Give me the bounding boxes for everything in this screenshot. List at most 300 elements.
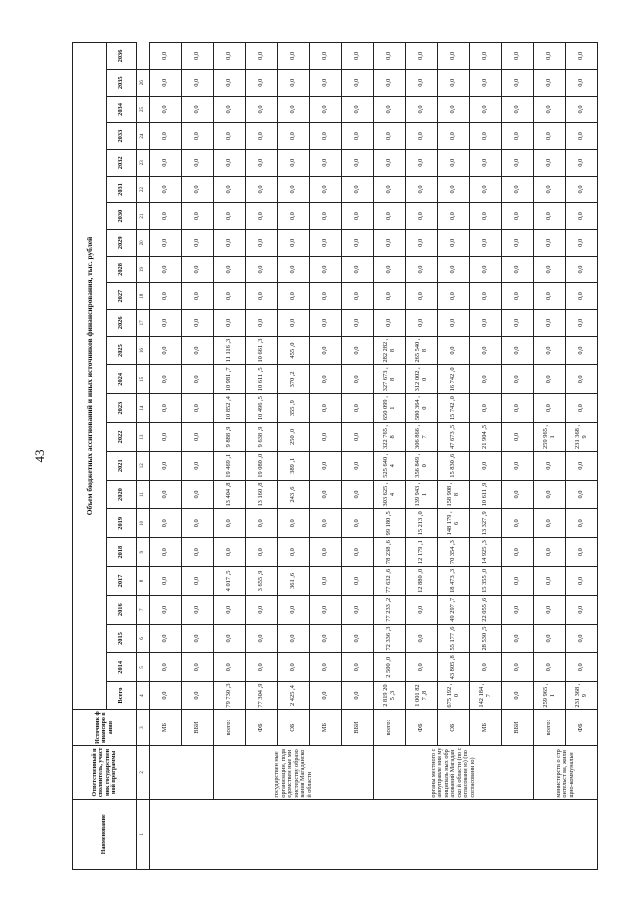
- source-cell: ФБ: [566, 709, 598, 745]
- value-cell: 0,0: [342, 682, 374, 710]
- value-cell: 0,0: [150, 394, 182, 423]
- value-cell: 0,0: [214, 229, 246, 256]
- value-cell: 0,0: [502, 43, 534, 70]
- value-cell: 0,0: [566, 256, 598, 283]
- value-cell: 0,0: [278, 256, 310, 283]
- funding-table: [72, 42, 598, 870]
- value-cell: 0,0: [214, 203, 246, 230]
- column-number: 24: [137, 123, 150, 150]
- value-cell: 0,0: [278, 123, 310, 150]
- value-cell: 0,0: [182, 256, 214, 283]
- value-cell: 0,0: [278, 203, 310, 230]
- value-cell: 0,0: [534, 394, 566, 423]
- value-cell: 47 673 ,5: [438, 423, 470, 452]
- value-cell: 0,0: [342, 538, 374, 567]
- header-year: 2027: [107, 283, 137, 310]
- value-cell: 0,0: [310, 624, 342, 653]
- column-number: 13: [137, 423, 150, 452]
- value-cell: 14 925 ,3: [470, 538, 502, 567]
- value-cell: 0,0: [374, 176, 406, 203]
- source-cell: МБ: [470, 709, 502, 745]
- value-cell: 0,0: [214, 43, 246, 70]
- value-cell: 79 730 ,3: [214, 682, 246, 710]
- value-cell: 0,0: [470, 69, 502, 96]
- value-cell: 0,0: [182, 394, 214, 423]
- source-cell: МБ: [310, 709, 342, 745]
- value-cell: 0,0: [342, 69, 374, 96]
- value-cell: 0,0: [150, 538, 182, 567]
- value-cell: 0,0: [502, 480, 534, 509]
- column-number: 21: [137, 203, 150, 230]
- value-cell: 0,0: [566, 509, 598, 538]
- value-cell: 0,0: [278, 309, 310, 336]
- value-cell: 0,0: [438, 43, 470, 70]
- table-row: [470, 43, 502, 870]
- value-cell: 0,0: [310, 96, 342, 123]
- value-cell: 0,0: [406, 283, 438, 310]
- value-cell: 0,0: [470, 394, 502, 423]
- value-cell: 0,0: [342, 123, 374, 150]
- value-cell: 0,0: [150, 283, 182, 310]
- value-cell: 0,0: [534, 149, 566, 176]
- value-cell: 0,0: [502, 567, 534, 596]
- value-cell: 0,0: [246, 123, 278, 150]
- value-cell: 0,0: [374, 283, 406, 310]
- header-responsible: Ответственный исполнитель, участник государственной программы: [73, 746, 137, 799]
- value-cell: 306 866 ,7: [406, 423, 438, 452]
- value-cell: 0,0: [150, 203, 182, 230]
- value-cell: 0,0: [214, 256, 246, 283]
- table-row: [342, 43, 374, 870]
- value-cell: 0,0: [374, 229, 406, 256]
- value-cell: 675 192 ,0: [438, 682, 470, 710]
- value-cell: 0,0: [310, 653, 342, 682]
- value-cell: 0,0: [182, 653, 214, 682]
- value-cell: 0,0: [182, 229, 214, 256]
- table-row: [246, 43, 278, 870]
- value-cell: 0,0: [278, 538, 310, 567]
- value-cell: 1 001 827 ,8: [406, 682, 438, 710]
- value-cell: 0,0: [566, 43, 598, 70]
- value-cell: 0,0: [246, 43, 278, 70]
- value-cell: 0,0: [182, 149, 214, 176]
- value-cell: 0,0: [150, 176, 182, 203]
- value-cell: 0,0: [502, 451, 534, 480]
- value-cell: 0,0: [566, 365, 598, 394]
- value-cell: 0,0: [406, 309, 438, 336]
- value-cell: 0,0: [150, 365, 182, 394]
- column-number: 4: [137, 682, 150, 710]
- header-year: 2023: [107, 394, 137, 423]
- value-cell: 0,0: [534, 595, 566, 624]
- column-number: 10: [137, 509, 150, 538]
- value-cell: 303 625 ,4: [374, 480, 406, 509]
- value-cell: 0,0: [566, 480, 598, 509]
- table-row: [214, 43, 246, 870]
- header-year: 2028: [107, 256, 137, 283]
- value-cell: 0,0: [534, 509, 566, 538]
- value-cell: 0,0: [342, 96, 374, 123]
- value-cell: 0,0: [246, 203, 278, 230]
- value-cell: 0,0: [278, 149, 310, 176]
- value-cell: 0,0: [342, 394, 374, 423]
- value-cell: 0,0: [310, 595, 342, 624]
- value-cell: 0,0: [342, 256, 374, 283]
- value-cell: 0,0: [534, 653, 566, 682]
- value-cell: 0,0: [310, 682, 342, 710]
- value-cell: 0,0: [406, 123, 438, 150]
- value-cell: 0,0: [438, 229, 470, 256]
- value-cell: 0,0: [150, 123, 182, 150]
- value-cell: 0,0: [566, 283, 598, 310]
- value-cell: 0,0: [278, 283, 310, 310]
- column-number: 15: [137, 365, 150, 394]
- responsible-cell: государствен ные организации, подведомствен ные министерству образования Магаданской области: [214, 746, 374, 799]
- value-cell: 0,0: [502, 176, 534, 203]
- value-cell: 356 849 ,0: [406, 451, 438, 480]
- column-number: 19: [137, 256, 150, 283]
- value-cell: 0,0: [246, 96, 278, 123]
- value-cell: 0,0: [310, 229, 342, 256]
- value-cell: 0,0: [246, 69, 278, 96]
- value-cell: 0,0: [182, 123, 214, 150]
- value-cell: 0,0: [470, 653, 502, 682]
- source-cell: ВБИ: [182, 709, 214, 745]
- value-cell: 0,0: [566, 336, 598, 365]
- name-cell: [150, 799, 598, 869]
- value-cell: 0,0: [534, 538, 566, 567]
- value-cell: 0,0: [182, 203, 214, 230]
- value-cell: 3 655 ,9: [246, 567, 278, 596]
- header-funding-caption: Объем бюджетных ассигнований и иных источников финансирования, тыс. рублей: [73, 43, 107, 710]
- header-year: 2018: [107, 538, 137, 567]
- table-row: [566, 43, 598, 870]
- value-cell: 525 640 ,4: [374, 451, 406, 480]
- value-cell: 0,0: [502, 149, 534, 176]
- value-cell: 0,0: [502, 595, 534, 624]
- header-source: Источник финансиро вания: [73, 709, 137, 745]
- value-cell: 0,0: [406, 176, 438, 203]
- value-cell: 0,0: [534, 43, 566, 70]
- value-cell: 312 002 ,0: [406, 365, 438, 394]
- value-cell: 0,0: [278, 69, 310, 96]
- header-year: 2021: [107, 451, 137, 480]
- value-cell: 0,0: [214, 176, 246, 203]
- value-cell: 0,0: [566, 538, 598, 567]
- value-cell: 0,0: [150, 256, 182, 283]
- value-cell: 0,0: [214, 96, 246, 123]
- value-cell: 0,0: [246, 283, 278, 310]
- value-cell: 370 ,2: [278, 365, 310, 394]
- value-cell: 0,0: [502, 538, 534, 567]
- value-cell: 0,0: [150, 423, 182, 452]
- value-cell: 0,0: [502, 123, 534, 150]
- value-cell: 0,0: [534, 69, 566, 96]
- value-cell: 0,0: [438, 309, 470, 336]
- value-cell: 0,0: [310, 43, 342, 70]
- header-year: 2019: [107, 509, 137, 538]
- value-cell: 0,0: [502, 203, 534, 230]
- value-cell: 12 179 ,1: [406, 538, 438, 567]
- value-cell: 0,0: [470, 96, 502, 123]
- source-cell: ВБИ: [502, 709, 534, 745]
- value-cell: 231 368 ,9: [566, 423, 598, 452]
- value-cell: 0,0: [246, 538, 278, 567]
- value-cell: 0,0: [342, 567, 374, 596]
- value-cell: 0,0: [406, 229, 438, 256]
- value-cell: 0,0: [502, 394, 534, 423]
- header-total: Всего: [107, 682, 137, 710]
- value-cell: 0,0: [182, 365, 214, 394]
- value-cell: 12 880 ,0: [406, 567, 438, 596]
- value-cell: 0,0: [534, 567, 566, 596]
- column-number: 3: [137, 709, 150, 745]
- value-cell: 0,0: [502, 365, 534, 394]
- value-cell: 580 364 ,0: [406, 394, 438, 423]
- value-cell: 0,0: [502, 96, 534, 123]
- value-cell: 0,0: [374, 203, 406, 230]
- value-cell: 0,0: [470, 336, 502, 365]
- value-cell: 0,0: [182, 624, 214, 653]
- value-cell: 0,0: [182, 451, 214, 480]
- value-cell: 0,0: [182, 538, 214, 567]
- value-cell: 361 ,6: [278, 567, 310, 596]
- header-year: 2029: [107, 229, 137, 256]
- value-cell: 0,0: [310, 283, 342, 310]
- value-cell: 0,0: [182, 336, 214, 365]
- value-cell: 0,0: [502, 256, 534, 283]
- value-cell: 243 ,6: [278, 480, 310, 509]
- column-number: 25: [137, 96, 150, 123]
- value-cell: 0,0: [150, 480, 182, 509]
- value-cell: 77 304 ,9: [246, 682, 278, 710]
- value-cell: 0,0: [406, 203, 438, 230]
- value-cell: 0,0: [310, 394, 342, 423]
- value-cell: 0,0: [502, 69, 534, 96]
- value-cell: 0,0: [310, 365, 342, 394]
- value-cell: 0,0: [150, 595, 182, 624]
- value-cell: 0,0: [310, 69, 342, 96]
- value-cell: 322 765 ,8: [374, 423, 406, 452]
- value-cell: 0,0: [182, 309, 214, 336]
- value-cell: 0,0: [310, 309, 342, 336]
- page-number: 43: [32, 449, 47, 463]
- value-cell: 0,0: [150, 336, 182, 365]
- value-cell: 0,0: [342, 365, 374, 394]
- header-name: Наименование: [73, 799, 137, 869]
- value-cell: 0,0: [470, 283, 502, 310]
- value-cell: 0,0: [470, 229, 502, 256]
- header-year: 2020: [107, 480, 137, 509]
- value-cell: 0,0: [278, 653, 310, 682]
- value-cell: 0,0: [246, 509, 278, 538]
- value-cell: 0,0: [566, 595, 598, 624]
- column-number: 20: [137, 229, 150, 256]
- header-year: 2017: [107, 567, 137, 596]
- header-year: 2025: [107, 336, 137, 365]
- value-cell: 2 425 ,4: [278, 682, 310, 710]
- value-cell: 13 160 ,8: [246, 480, 278, 509]
- value-cell: 0,0: [566, 394, 598, 423]
- value-cell: 0,0: [566, 624, 598, 653]
- value-cell: 0,0: [534, 176, 566, 203]
- value-cell: 0,0: [310, 336, 342, 365]
- value-cell: 0,0: [310, 509, 342, 538]
- value-cell: 0,0: [502, 309, 534, 336]
- value-cell: 265 540 ,8: [406, 336, 438, 365]
- value-cell: 0,0: [438, 149, 470, 176]
- value-cell: 0,0: [214, 309, 246, 336]
- value-cell: 0,0: [150, 309, 182, 336]
- column-number: 14: [137, 394, 150, 423]
- value-cell: 4 017 ,5: [214, 567, 246, 596]
- value-cell: 0,0: [566, 653, 598, 682]
- value-cell: 0,0: [502, 423, 534, 452]
- value-cell: 0,0: [342, 451, 374, 480]
- value-cell: 0,0: [342, 149, 374, 176]
- value-cell: 139 943 ,1: [406, 480, 438, 509]
- value-cell: 0,0: [470, 451, 502, 480]
- value-cell: 0,0: [566, 96, 598, 123]
- source-cell: ВБИ: [342, 709, 374, 745]
- value-cell: 327 673 ,8: [374, 365, 406, 394]
- value-cell: 0,0: [214, 149, 246, 176]
- column-number: 7: [137, 595, 150, 624]
- value-cell: 0,0: [534, 96, 566, 123]
- value-cell: 0,0: [342, 624, 374, 653]
- value-cell: 19 080 ,0: [246, 451, 278, 480]
- value-cell: 0,0: [246, 229, 278, 256]
- value-cell: 142 184 ,7: [470, 682, 502, 710]
- value-cell: 0,0: [214, 123, 246, 150]
- value-cell: 0,0: [534, 283, 566, 310]
- value-cell: 0,0: [150, 653, 182, 682]
- source-cell: ОБ: [438, 709, 470, 745]
- value-cell: 0,0: [310, 149, 342, 176]
- value-cell: 0,0: [182, 283, 214, 310]
- value-cell: 0,0: [534, 123, 566, 150]
- value-cell: 0,0: [438, 176, 470, 203]
- header-year: 2022: [107, 423, 137, 452]
- value-cell: 0,0: [182, 69, 214, 96]
- value-cell: 0,0: [150, 96, 182, 123]
- value-cell: 0,0: [374, 43, 406, 70]
- table-row: [182, 43, 214, 870]
- value-cell: 0,0: [438, 96, 470, 123]
- value-cell: 0,0: [214, 595, 246, 624]
- source-cell: ОБ: [278, 709, 310, 745]
- value-cell: 0,0: [182, 509, 214, 538]
- value-cell: 0,0: [246, 309, 278, 336]
- value-cell: 148 179 ,6: [438, 509, 470, 538]
- value-cell: 13 327 ,9: [470, 509, 502, 538]
- value-cell: 0,0: [342, 283, 374, 310]
- source-cell: всего:: [214, 709, 246, 745]
- value-cell: 0,0: [150, 567, 182, 596]
- source-cell: ФБ: [246, 709, 278, 745]
- value-cell: 0,0: [374, 69, 406, 96]
- value-cell: 11 116 ,3: [214, 336, 246, 365]
- header-year: 2036: [107, 43, 137, 70]
- value-cell: 0,0: [278, 43, 310, 70]
- value-cell: 0,0: [342, 653, 374, 682]
- value-cell: 0,0: [182, 567, 214, 596]
- value-cell: 389 ,1: [278, 451, 310, 480]
- value-cell: 0,0: [502, 624, 534, 653]
- value-cell: 0,0: [214, 509, 246, 538]
- column-number: 16: [137, 336, 150, 365]
- value-cell: 0,0: [342, 309, 374, 336]
- value-cell: 0,0: [438, 256, 470, 283]
- value-cell: 0,0: [278, 229, 310, 256]
- value-cell: 0,0: [406, 256, 438, 283]
- header-year: 2015: [107, 624, 137, 653]
- value-cell: 0,0: [342, 480, 374, 509]
- value-cell: 0,0: [150, 451, 182, 480]
- value-cell: 19 469 ,1: [214, 451, 246, 480]
- value-cell: 0,0: [566, 203, 598, 230]
- value-cell: 0,0: [342, 176, 374, 203]
- value-cell: 0,0: [566, 229, 598, 256]
- value-cell: 0,0: [214, 653, 246, 682]
- column-number: 22: [137, 176, 150, 203]
- value-cell: 0,0: [470, 256, 502, 283]
- value-cell: 0,0: [342, 509, 374, 538]
- value-cell: 0,0: [310, 480, 342, 509]
- value-cell: 0,0: [214, 538, 246, 567]
- value-cell: 0,0: [566, 176, 598, 203]
- header-year: 2030: [107, 203, 137, 230]
- value-cell: 0,0: [182, 595, 214, 624]
- value-cell: 0,0: [310, 538, 342, 567]
- value-cell: 0,0: [374, 96, 406, 123]
- value-cell: 0,0: [182, 423, 214, 452]
- value-cell: 10 611 ,9: [470, 480, 502, 509]
- table-row: [406, 43, 438, 870]
- value-cell: 0,0: [374, 123, 406, 150]
- value-cell: 0,0: [182, 96, 214, 123]
- column-number: 26: [137, 69, 150, 96]
- value-cell: 0,0: [342, 203, 374, 230]
- value-cell: 0,0: [406, 96, 438, 123]
- value-cell: 0,0: [406, 149, 438, 176]
- value-cell: 0,0: [374, 256, 406, 283]
- value-cell: 355 ,9: [278, 394, 310, 423]
- value-cell: 0,0: [342, 229, 374, 256]
- value-cell: 158 908 ,8: [438, 480, 470, 509]
- value-cell: 15 355 ,0: [470, 567, 502, 596]
- value-cell: 0,0: [310, 423, 342, 452]
- value-cell: 0,0: [406, 624, 438, 653]
- responsible-cell: органы местного самоуправле ния муниципаль ных образований Магаданско й области (по согласовани ю) (по согласовани ю): [374, 746, 534, 799]
- column-number: 23: [137, 149, 150, 176]
- column-number: 2: [137, 746, 150, 799]
- header-year: 2033: [107, 123, 137, 150]
- value-cell: 0,0: [438, 69, 470, 96]
- value-cell: 77 632 ,6: [374, 567, 406, 596]
- value-cell: 0,0: [182, 480, 214, 509]
- value-cell: 0,0: [534, 229, 566, 256]
- value-cell: 2 500 ,0: [374, 653, 406, 682]
- value-cell: 0,0: [150, 149, 182, 176]
- value-cell: 0,0: [534, 624, 566, 653]
- value-cell: 0,0: [246, 256, 278, 283]
- header-year: 2016: [107, 595, 137, 624]
- value-cell: 0,0: [470, 309, 502, 336]
- table-row: [278, 43, 310, 870]
- value-cell: 28 530 ,5: [470, 624, 502, 653]
- table-row: [534, 43, 566, 870]
